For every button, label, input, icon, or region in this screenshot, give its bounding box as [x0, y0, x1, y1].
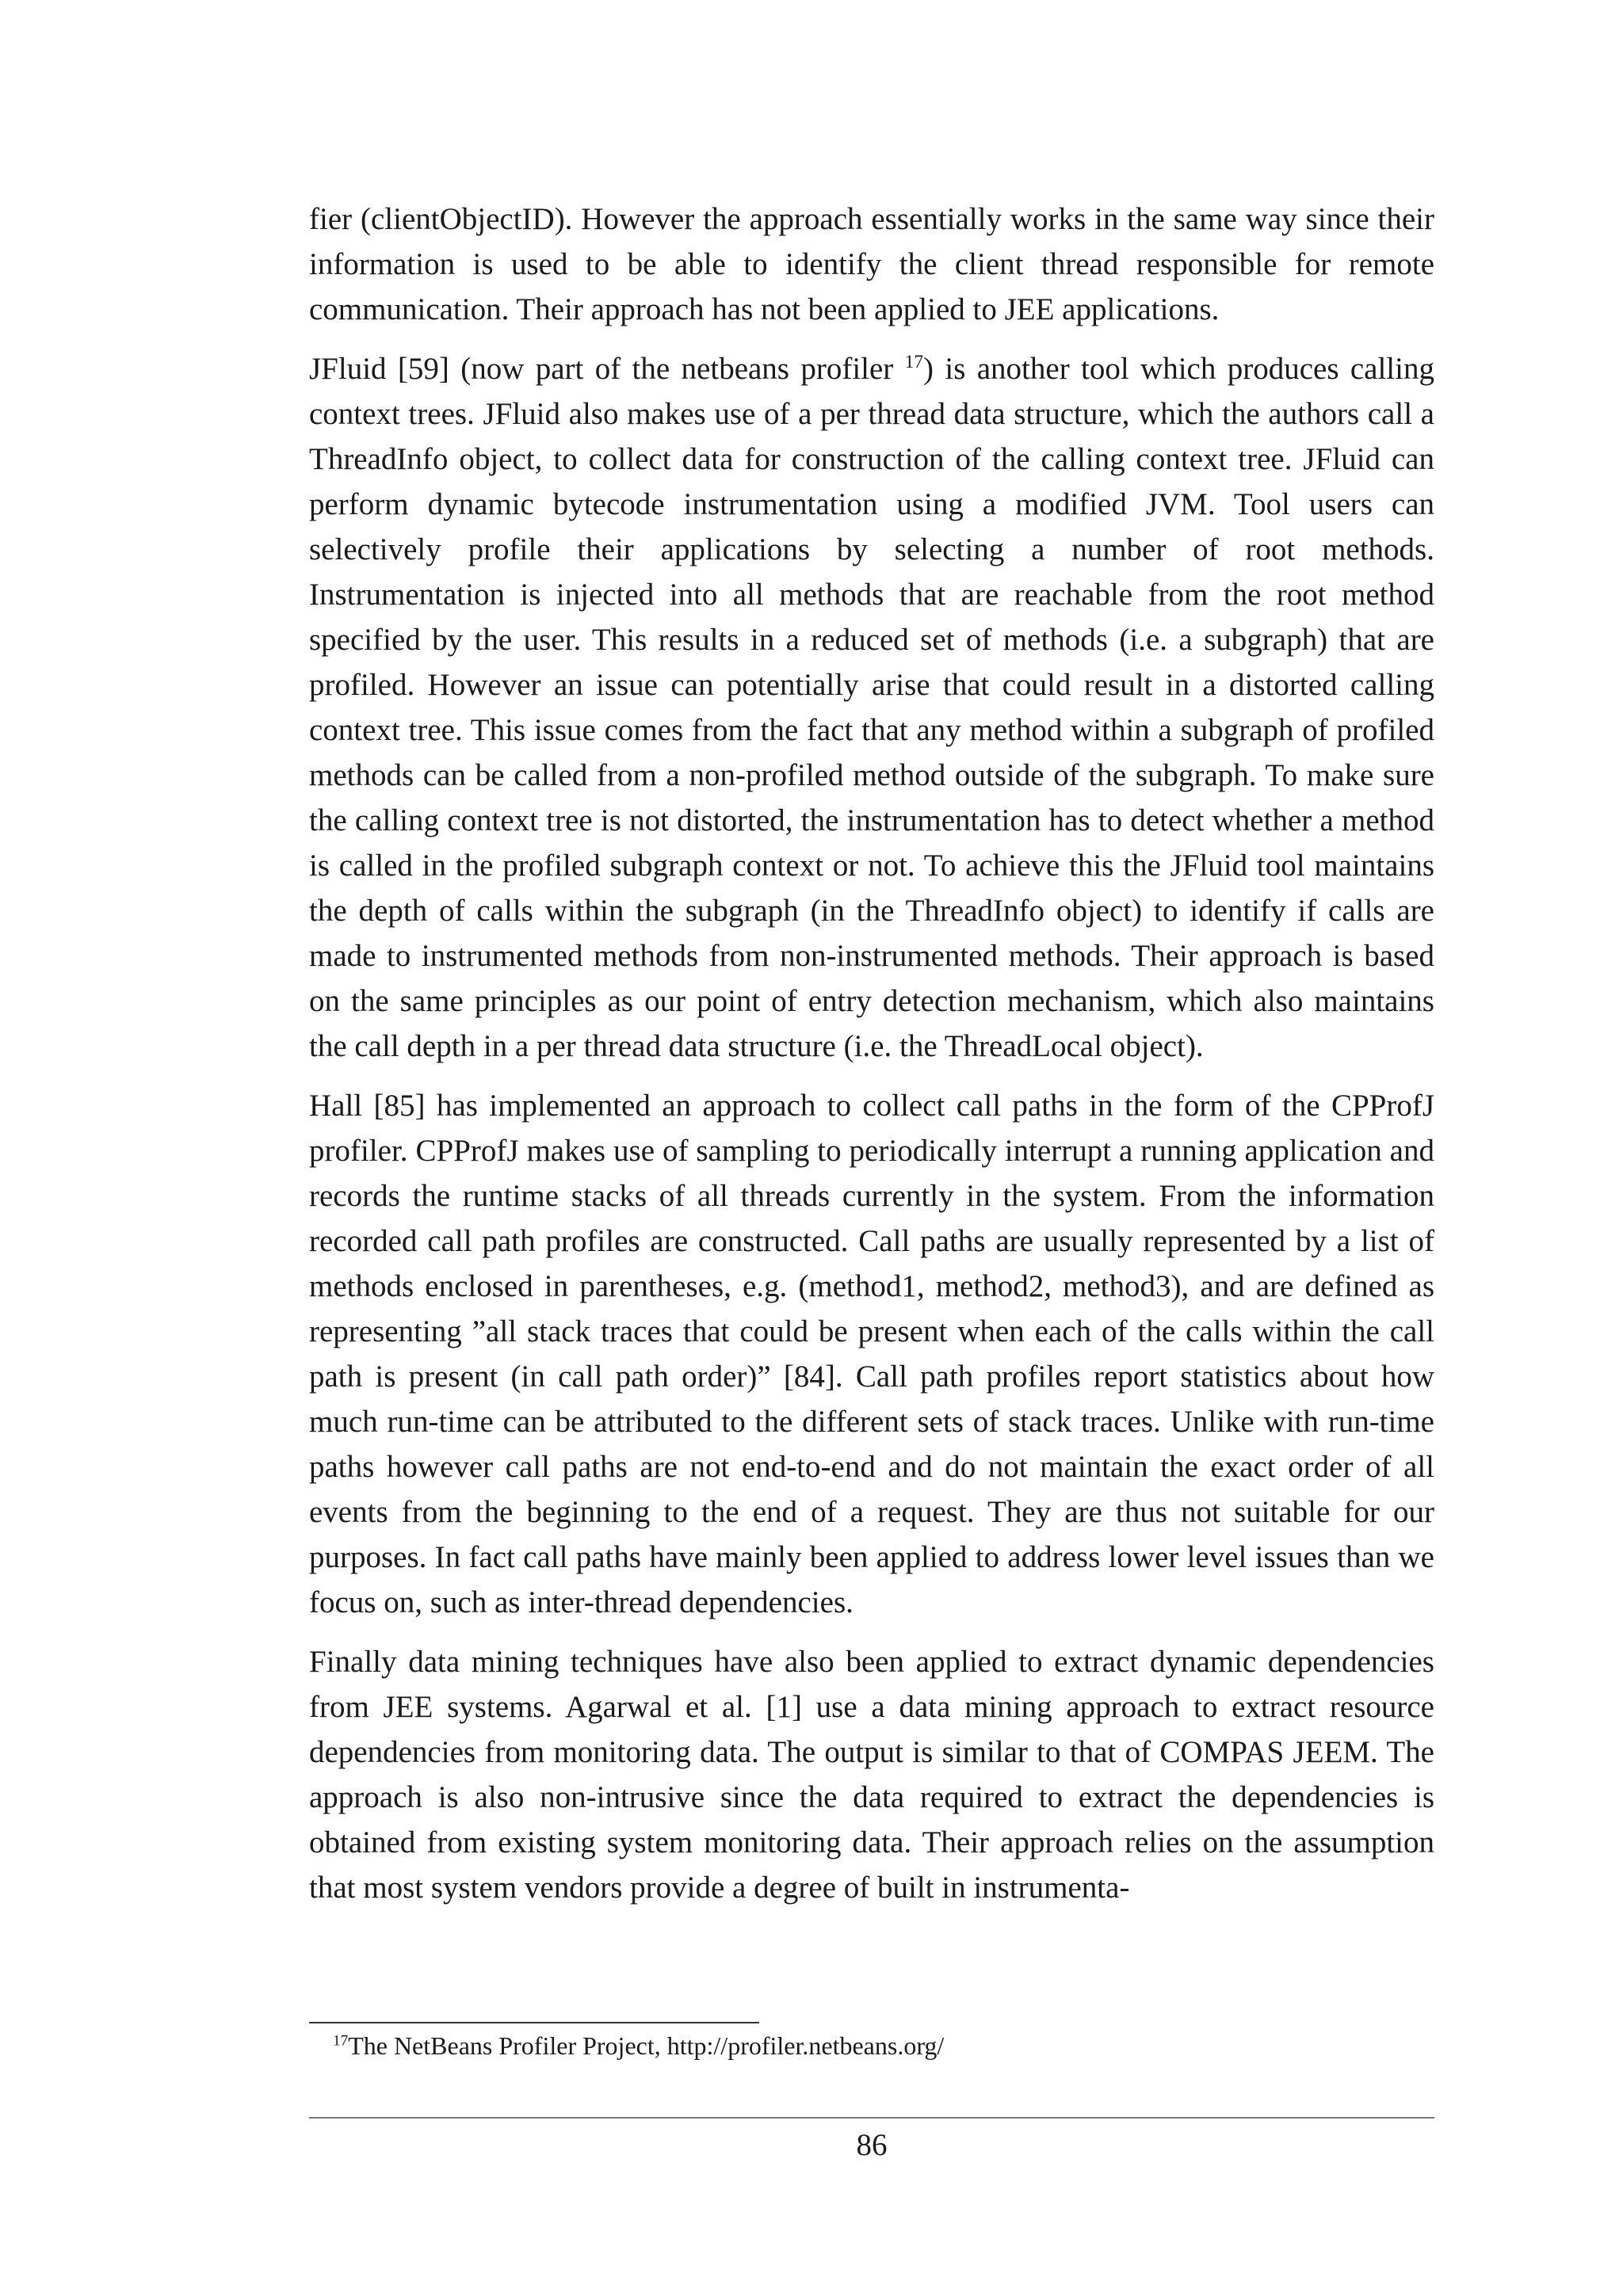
paragraph-hall-cpprofj: Hall [85] has implemented an approach to collect call paths in the form of the CPProfJ profiler. CPProfJ makes use of sampling to periodically interrupt a running application and records the runtime stacks of all threads currently in the system. From the information recorded call path profiles are constructed. Call paths are usually represented by a list of methods enclosed in parentheses, e.g. (method1, method2, method3), and are defined as representing ”all stack traces that could be present when each of the calls within the call path is present (in call path order)” [84]. Call path profiles report statistics about how much run-time can be attributed to the different sets of stack traces. Unlike with run-time paths however call paths are not end-to-end and do not maintain the exact order of all events from the beginning to the end of a request. They are thus not suitable for our purposes. In fact call paths have mainly been applied to address lower level issues than we focus on, such as inter-thread dependencies.	[309, 1089, 1434, 1619]
footnote-reference[interactable]: 17	[904, 352, 924, 372]
paragraph-jfluid	[309, 346, 1434, 1069]
paragraph-data-mining: Finally data mining techniques have also been applied to extract dynamic dependencies from JEE systems. Agarwal et al. [1] use a data mining approach to extract resource dependencies from monitoring data. The output is similar to that of COMPAS JEEM. The approach is also non-intrusive since the data required to extract the dependencies is obtained from existing system monitoring data. Their approach relies on the assumption that most system vendors provide a degree of built in instrumenta-	[309, 1645, 1434, 1905]
footnote-text: The NetBeans Profiler Project, http://profiler.netbeans.org/	[348, 2031, 945, 2060]
paragraph-jfluid-text-after: ) is another tool which produces calling context trees. JFluid also makes use of a per thread data structure, which the authors call a ThreadInfo object, to collect data for construction of the calling context tree. JFluid can perform dynamic bytecode instrumentation using a modified JVM. Tool users can selectively profile their applications by selecting a number of root methods. Instrumentation is injected into all methods that are reachable from the root method specified by the user. This results in a reduced set of methods (i.e. a subgraph) that are profiled. However an issue can potentially arise that could result in a distorted calling context tree. This issue comes from the fact that any method within a subgraph of profiled methods can be called from a non-profiled method outside of the subgraph. To make sure the calling context tree is not distorted, the instrumentation has to detect whether a method is called in the profiled subgraph context or not. To achieve this the JFluid tool maintains the depth of calls within the subgraph (in the ThreadInfo object) to identify if calls are made to instrumented methods from non-instrumented methods. Their approach is based on the same principles as our point of entry detection mechanism, which also maintains the call depth in a per thread data structure (i.e. the ThreadLocal object).	[309, 352, 1434, 1063]
page-body	[309, 196, 1434, 1924]
footnote-mark: 17	[333, 2032, 349, 2050]
footer-divider	[309, 2117, 1434, 2119]
footnote-divider	[309, 2022, 759, 2023]
paragraph-jfluid-text-before: JFluid [59] (now part of the netbeans profiler	[309, 352, 905, 386]
footnote	[333, 2028, 1434, 2063]
paragraph-client-object-id: fier (clientObjectID). However the approach essentially works in the same way since their information is used to be able to identify the client thread responsible for remote communication. Their approach has not been applied to JEE applications.	[309, 202, 1434, 326]
page-number: 86	[856, 2128, 888, 2162]
